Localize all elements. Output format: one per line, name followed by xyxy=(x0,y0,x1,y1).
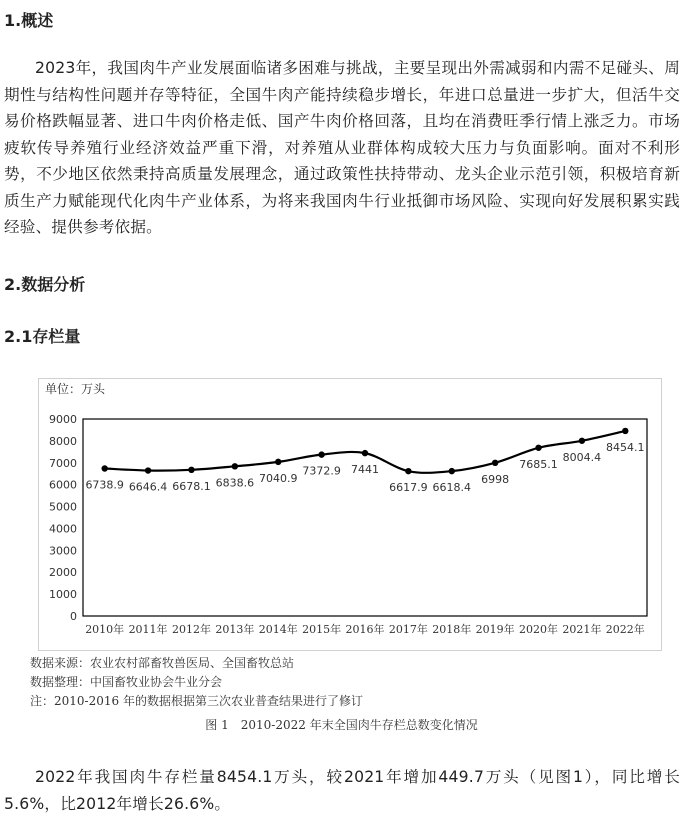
inventory-paragraph: 2022年我国肉牛存栏量8454.1万头，较2021年增加449.7万头（见图1），同比增长5.6%，比2012年增长26.6%。 xyxy=(4,768,680,813)
y-tick-label: 8000 xyxy=(49,434,77,448)
data-label: 6617.9 xyxy=(389,481,428,495)
x-tick-label: 2019年 xyxy=(475,623,515,636)
data-compiler-note: 数据整理：中国畜牧业协会牛业分会 xyxy=(30,675,223,689)
y-tick-label: 7000 xyxy=(49,456,77,470)
data-label: 6998 xyxy=(481,472,510,486)
data-point xyxy=(492,460,498,466)
x-tick-label: 2015年 xyxy=(302,623,342,636)
data-point xyxy=(318,451,324,457)
x-tick-label: 2018年 xyxy=(432,623,472,636)
x-tick-label: 2011年 xyxy=(128,623,168,636)
data-point xyxy=(145,467,151,473)
data-label: 8004.4 xyxy=(562,450,602,464)
figure-notes xyxy=(30,654,363,711)
x-tick-label: 2013年 xyxy=(215,623,255,636)
data-label: 6618.4 xyxy=(432,481,472,495)
y-tick-label: 6000 xyxy=(49,478,77,492)
figure-caption: 图 1 2010-2022 年末全国肉牛存栏总数变化情况 xyxy=(205,718,478,732)
data-point xyxy=(579,438,585,444)
section-heading-data-analysis: 2.数据分析 xyxy=(4,275,86,294)
data-point xyxy=(275,459,281,465)
data-label: 6738.9 xyxy=(85,478,124,492)
data-point xyxy=(101,465,107,471)
y-tick-label: 3000 xyxy=(49,544,77,558)
y-tick-label: 5000 xyxy=(49,500,77,514)
data-point xyxy=(405,468,411,474)
data-source-note: 数据来源：农业农村部畜牧兽医局、全国畜牧总站 xyxy=(30,656,295,670)
y-tick-label: 4000 xyxy=(49,522,77,536)
x-tick-label: 2020年 xyxy=(519,623,559,636)
y-tick-label: 1000 xyxy=(49,588,77,602)
data-label: 6678.1 xyxy=(172,479,211,493)
revision-note: 注：2010-2016 年的数据根据第三次农业普查结果进行了修订 xyxy=(30,694,363,708)
x-tick-label: 2022年 xyxy=(605,623,645,636)
data-label: 6646.4 xyxy=(128,480,168,494)
data-point xyxy=(449,468,455,474)
y-tick-label: 9000 xyxy=(49,413,77,426)
data-point xyxy=(188,467,194,473)
data-label: 7441 xyxy=(351,463,379,477)
overview-paragraph: 2023年，我国肉牛产业发展面临诸多困难与挑战，主要呈现出外需减弱和内需不足碰头、周期性与结构性问题并存等特征，全国牛肉产能持续稳步增长，年进口总量进一步扩大，但活牛交易价格跌幅显著、进口牛肉价格走低、国产牛肉价格回落，且均在消费旺季行情上涨乏力。市场疲软传导养殖行业经济效益严重下滑，对养殖从业群体构成较大压力与负面影响。面对不利形势，不少地区依然秉持高质量发展理念，通过政策性扶持带动、龙头企业示范引领，积极培育新质生产力赋能现代化肉牛产业体系，为将来我国肉牛行业抵御市场风险、实现向好发展积累实践经验、提供参考依据。 xyxy=(4,59,680,236)
y-tick-label: 0 xyxy=(70,610,77,623)
unit-label: 单位：万头 xyxy=(45,382,106,396)
section-heading-inventory: 2.1存栏量 xyxy=(4,327,81,346)
data-point xyxy=(535,445,541,451)
x-tick-label: 2012年 xyxy=(171,623,211,636)
x-tick-label: 2016年 xyxy=(345,623,385,636)
data-point xyxy=(232,463,238,469)
data-label: 7685.1 xyxy=(519,457,558,471)
x-tick-label: 2014年 xyxy=(258,623,298,636)
section-heading-overview: 1.概述 xyxy=(4,11,54,30)
y-tick-label: 2000 xyxy=(49,566,77,580)
figure-chart xyxy=(38,378,662,651)
data-point xyxy=(362,450,368,456)
data-point xyxy=(622,428,628,434)
data-label: 6838.6 xyxy=(215,476,255,490)
x-tick-label: 2010年 xyxy=(85,623,125,636)
data-label: 7040.9 xyxy=(258,471,298,485)
x-tick-label: 2021年 xyxy=(562,623,602,636)
data-label: 7372.9 xyxy=(302,464,341,478)
data-label: 8454.1 xyxy=(606,440,645,454)
x-tick-label: 2017年 xyxy=(388,623,428,636)
inventory-line-chart xyxy=(39,379,661,650)
plot-frame xyxy=(83,419,647,616)
